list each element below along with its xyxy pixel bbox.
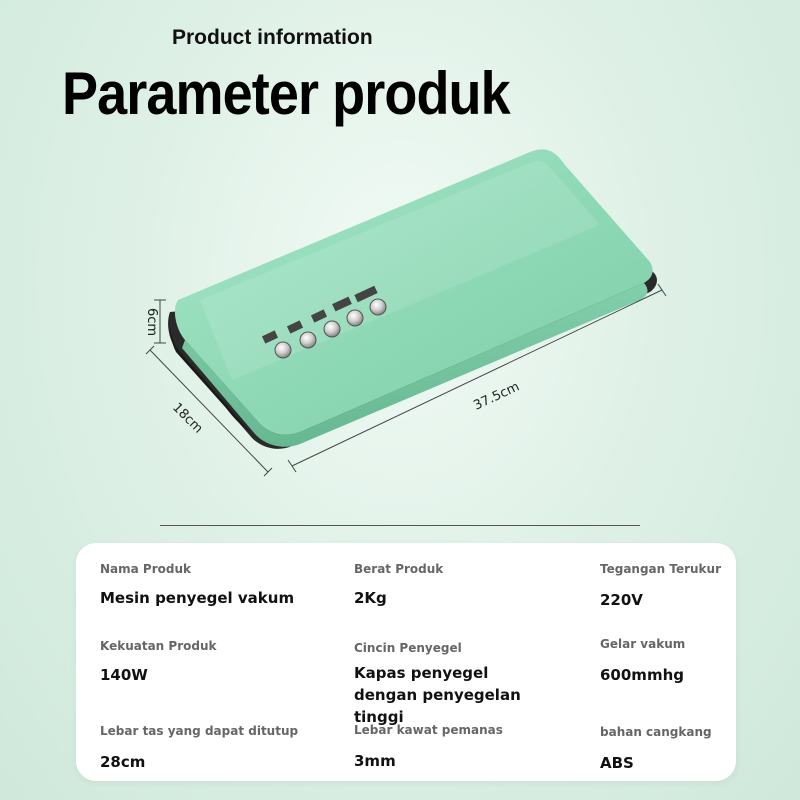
spec-label: Cincin Penyegel xyxy=(354,641,462,655)
spec-label: Nama Produk xyxy=(100,562,191,576)
product-image xyxy=(0,140,800,500)
spec-berat-produk xyxy=(354,561,574,609)
spec-value: 140W xyxy=(100,666,148,684)
spec-value: Mesin penyegel vakum xyxy=(100,589,295,607)
spec-label: Lebar tas yang dapat ditutup xyxy=(100,724,299,738)
spec-lebar-tas xyxy=(100,723,340,773)
spec-value: 28cm xyxy=(100,753,146,771)
spec-label: Lebar kawat pemanas xyxy=(354,723,503,737)
spec-value: Kapas penyegel dengan penyegelan tinggi xyxy=(354,664,521,726)
spec-label: Gelar vakum xyxy=(600,637,686,651)
depth-label: 18cm xyxy=(169,400,206,437)
spec-label: Kekuatan Produk xyxy=(100,639,217,653)
spec-lebar-kawat xyxy=(354,722,574,772)
divider xyxy=(160,525,640,526)
spec-card xyxy=(76,543,736,781)
spec-value: ABS xyxy=(600,754,634,772)
spec-label: Berat Produk xyxy=(354,562,444,576)
spec-bahan xyxy=(600,724,730,774)
spec-label: bahan cangkang xyxy=(600,725,712,739)
spec-cincin xyxy=(354,640,554,728)
subtitle: Product information xyxy=(172,26,373,49)
spec-label: Tegangan Terukur xyxy=(600,562,722,576)
spec-gelar-vakum xyxy=(600,636,730,686)
spec-nama-produk xyxy=(100,561,340,609)
spec-value: 600mmhg xyxy=(600,666,684,684)
length-label: 37.5cm xyxy=(471,379,522,414)
spec-value: 2Kg xyxy=(354,589,387,607)
page-title: Parameter produk xyxy=(62,60,510,127)
height-label: 6cm xyxy=(144,308,159,337)
spec-value: 220V xyxy=(600,591,643,609)
device-body xyxy=(168,149,657,448)
spec-value: 3mm xyxy=(354,752,396,770)
spec-kekuatan xyxy=(100,638,340,686)
spec-tegangan xyxy=(600,561,730,611)
